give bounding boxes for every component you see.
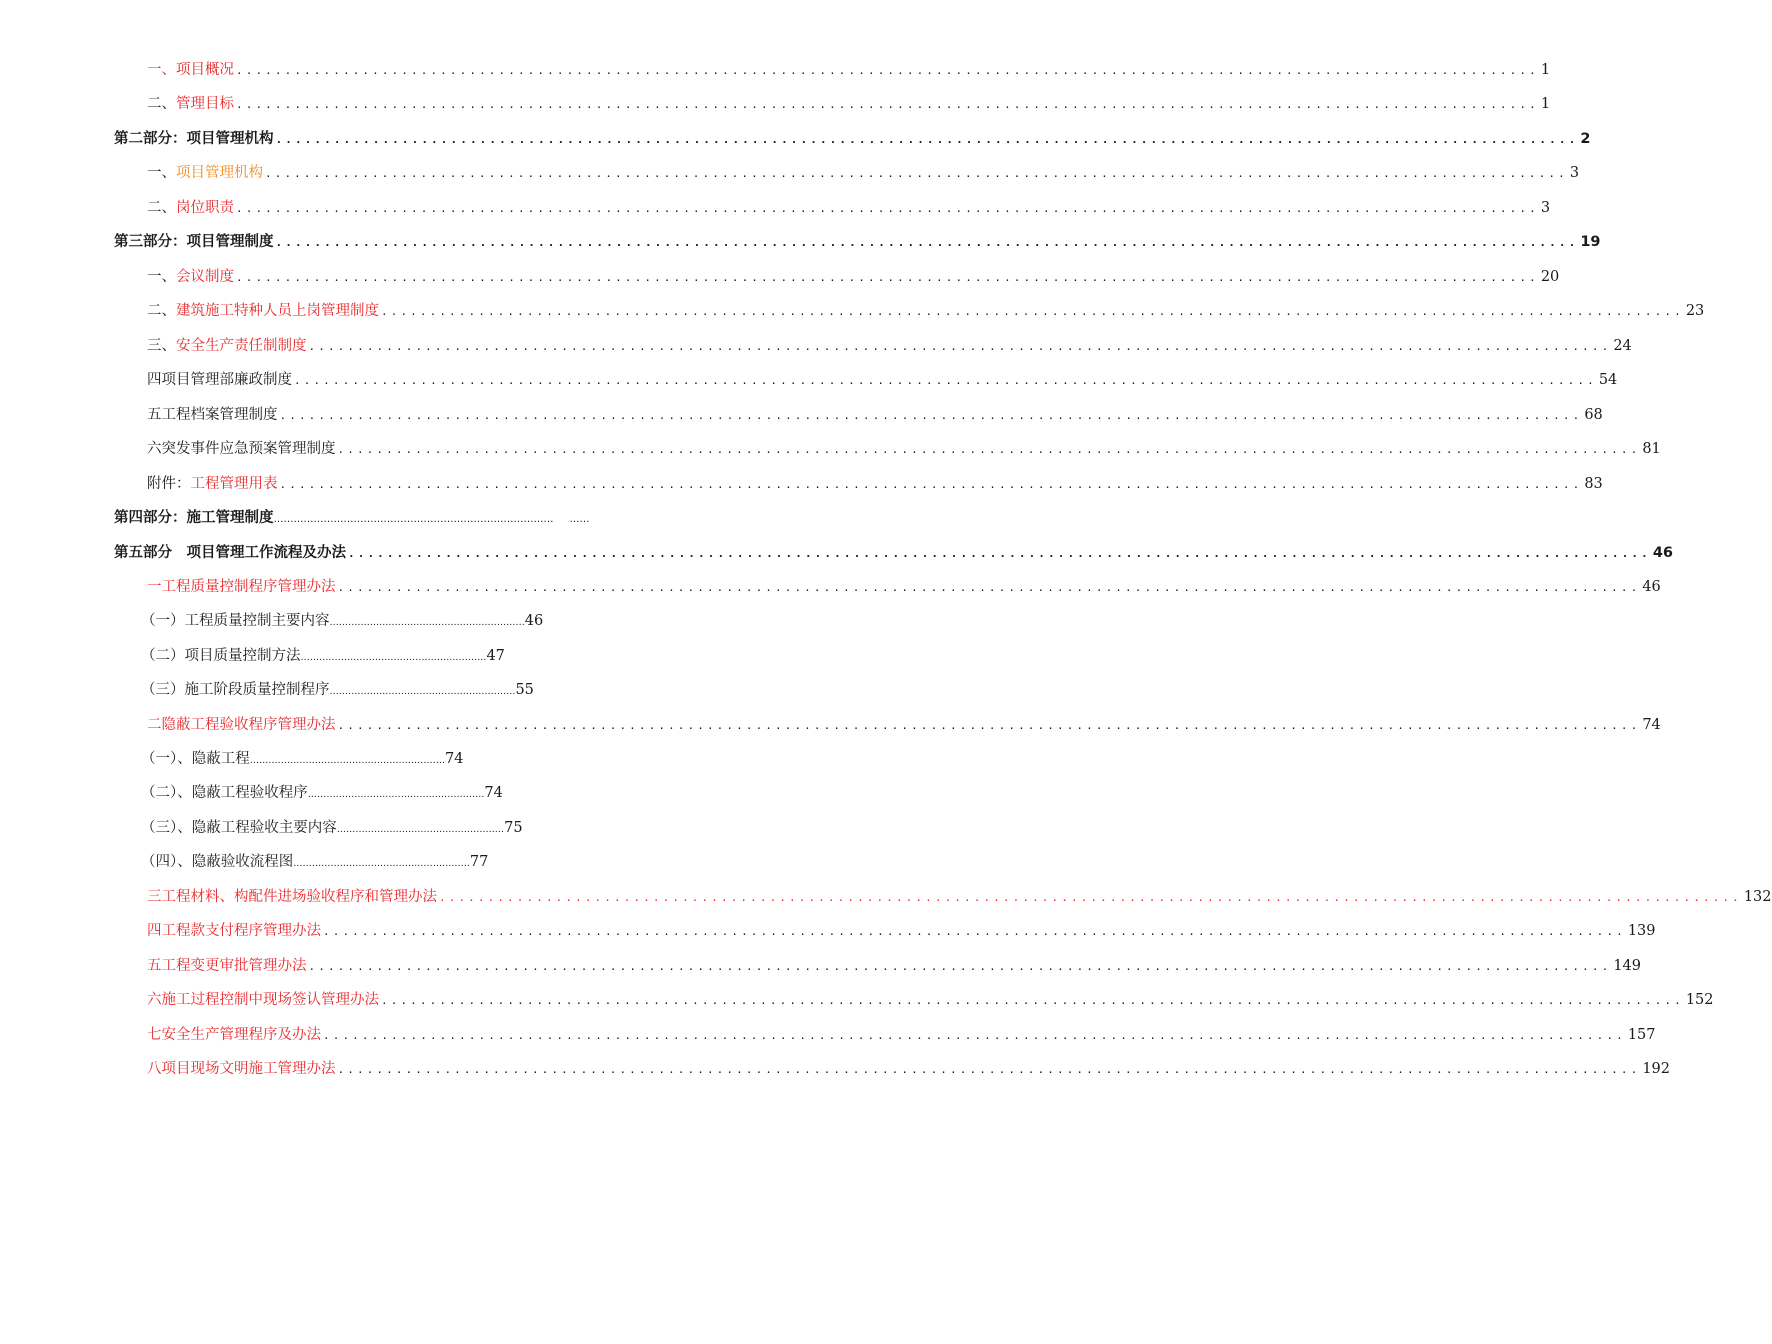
toc-entry-page: 157 [1627, 1027, 1656, 1043]
toc-section-heading[interactable] [114, 127, 1591, 151]
dot-leader: ...................................................................................................................................... [236, 271, 1539, 284]
toc-entry-title: 建筑施工特种人员上岗管理制度 [176, 303, 379, 319]
dot-leader: ...................................................................................................................................... [275, 236, 1579, 249]
toc-entry[interactable] [147, 161, 1580, 185]
toc-entry-title: 第二部分：项目管理机构 [114, 131, 274, 147]
toc-entry-page: 46 [1652, 545, 1674, 561]
dot-leader: ...................................................................................................................................... [236, 64, 1539, 77]
toc-entry-title: 六突发事件应急预案管理制度 [147, 441, 336, 457]
toc-subentry[interactable] [141, 678, 534, 702]
toc-entry-title: （二）项目质量控制方法 [141, 648, 301, 664]
dot-leader: ...................................................................................................................................... [337, 1063, 1641, 1076]
toc-subentry[interactable] [141, 781, 503, 805]
dot-leader: ...................................................................................................................................... [337, 719, 1641, 732]
dot-leader-tail: …… [569, 514, 590, 525]
toc-entry-page: 192 [1642, 1061, 1671, 1077]
toc-entry[interactable] [147, 954, 1642, 978]
dot-leader: ...................................................................................................................................... [265, 167, 1568, 180]
toc-entry[interactable] [147, 1057, 1671, 1081]
toc-section-heading[interactable] [114, 230, 1601, 254]
toc-entry-title: 八项目现场文明施工管理办法 [147, 1061, 336, 1077]
toc-entry-page: 46 [524, 613, 544, 629]
toc-entry-page: 149 [1613, 958, 1642, 974]
dot-leader: ...................................................................................................................................... [236, 202, 1539, 215]
toc-entry[interactable] [147, 575, 1661, 599]
dot-leader: …………………………………………………… [329, 686, 516, 697]
toc-entry-title: 三工程材料、构配件进场验收程序和管理办法 [147, 889, 437, 905]
toc-entry-title: 五工程档案管理制度 [147, 407, 278, 423]
toc-entry-page: 152 [1685, 992, 1714, 1008]
dot-leader: ………………………………………………… [293, 858, 470, 869]
toc-entry-prefix: 附件： [147, 476, 191, 492]
dot-leader: ...................................................................................................................................... [337, 443, 1641, 456]
toc-entry-title: （三）、隐蔽工程验收主要内容 [141, 820, 337, 836]
toc-entry-title: 四工程款支付程序管理办法 [147, 923, 321, 939]
toc-entry-page: 55 [515, 682, 534, 698]
toc-entry-title: 五工程变更审批管理办法 [147, 958, 307, 974]
toc-subentry[interactable] [141, 816, 523, 840]
dot-leader: ...................................................................................................................................... [381, 994, 1684, 1007]
toc-entry[interactable] [147, 472, 1603, 496]
toc-subentry[interactable] [141, 850, 488, 874]
toc-entry-page: 83 [1584, 476, 1603, 492]
dot-leader: ………………………………………………… [307, 789, 485, 800]
toc-entry-page: 23 [1685, 303, 1705, 319]
toc-entry-title: 四项目管理部廉政制度 [147, 372, 292, 388]
toc-entry[interactable] [147, 919, 1656, 943]
toc-entry-page: 74 [484, 785, 503, 801]
toc-entry-page: 20 [1540, 269, 1560, 285]
toc-entry-page: 139 [1627, 923, 1656, 939]
toc-entry[interactable] [147, 885, 1772, 909]
toc-entry-page: 24 [1613, 338, 1632, 354]
dot-leader: ...................................................................................................................................... [381, 305, 1684, 318]
toc-entry-title: 一工程质量控制程序管理办法 [147, 579, 336, 595]
toc-entry-title: 工程管理用表 [190, 476, 278, 492]
toc-entry-title: （三）施工阶段质量控制程序 [141, 682, 330, 698]
toc-entry[interactable] [147, 403, 1603, 427]
toc-entry-page: 1 [1540, 62, 1551, 78]
toc-entry-page: 46 [1642, 579, 1661, 595]
toc-entry-title: 安全生产责任制制度 [176, 338, 307, 354]
dot-leader: ...................................................................................................................................... [308, 340, 1612, 353]
dot-leader: …………………………………………………… [300, 652, 487, 663]
toc-entry-title: 第四部分：施工管理制度 [114, 510, 274, 526]
dot-leader: ...................................................................................................................................... [323, 1029, 1626, 1042]
toc-entry-title: 项目概况 [176, 62, 234, 78]
toc-entry[interactable] [147, 58, 1551, 82]
toc-entry-page: 19 [1580, 234, 1601, 250]
dot-leader: ………………………………………………………………………… [273, 514, 554, 525]
toc-entry-prefix: 三、 [147, 338, 176, 354]
dot-leader: ...................................................................................................................................... [439, 891, 1742, 904]
dot-leader: ...................................................................................................................................... [279, 478, 1583, 491]
dot-leader: ...................................................................................................................................... [275, 133, 1579, 146]
toc-entry-page: 47 [486, 648, 505, 664]
toc-section-heading[interactable] [114, 506, 854, 530]
toc-subentry[interactable] [141, 644, 505, 668]
toc-entry-title: 第五部分 项目管理工作流程及办法 [114, 545, 346, 561]
toc-entry-title: 二隐蔽工程验收程序管理办法 [147, 717, 336, 733]
toc-entry-prefix: 二、 [147, 303, 176, 319]
toc-entry-title: （四）、隐蔽验收流程图 [141, 854, 294, 870]
toc-entry-page: 81 [1642, 441, 1661, 457]
toc-entry-page: 54 [1598, 372, 1618, 388]
toc-entry[interactable] [147, 1023, 1656, 1047]
toc-entry[interactable] [147, 265, 1560, 289]
toc-entry-title: 管理目标 [176, 96, 234, 112]
toc-entry[interactable] [147, 988, 1714, 1012]
toc-subentry[interactable] [141, 609, 543, 633]
toc-entry-title: 项目管理机构 [176, 165, 263, 181]
dot-leader: ……………………………………………… [336, 824, 505, 835]
toc-entry-title: 岗位职责 [176, 200, 234, 216]
toc-entry[interactable] [147, 713, 1661, 737]
dot-leader: ...................................................................................................................................... [337, 581, 1641, 594]
toc-entry[interactable] [147, 437, 1661, 461]
toc-entry-prefix: 二、 [147, 200, 176, 216]
dot-leader: ...................................................................................................................................... [294, 374, 1597, 387]
toc-entry-title: 七安全生产管理程序及办法 [147, 1027, 321, 1043]
toc-entry-title: （一）工程质量控制主要内容 [141, 613, 330, 629]
toc-entry-page: 1 [1540, 96, 1551, 112]
toc-entry[interactable] [147, 299, 1705, 323]
toc-entry[interactable] [147, 368, 1618, 392]
toc-entry-prefix: 二、 [147, 96, 176, 112]
dot-leader: ...................................................................................................................................... [348, 547, 1651, 560]
toc-entry[interactable] [147, 196, 1551, 220]
toc-entry-prefix: 一、 [147, 165, 176, 181]
toc-entry-page: 2 [1580, 131, 1591, 147]
toc-entry-title: 第三部分：项目管理制度 [114, 234, 274, 250]
toc-entry-prefix: 一、 [147, 62, 176, 78]
toc-entry-title: （二）、隐蔽工程验收程序 [141, 785, 308, 801]
toc-entry-title: 六施工过程控制中现场签认管理办法 [147, 992, 379, 1008]
toc-entry-title: （一）、隐蔽工程 [141, 751, 250, 767]
toc-entry[interactable] [147, 92, 1551, 116]
toc-entry-page: 74 [1642, 717, 1661, 733]
dot-leader: ……………………………………………………… [329, 617, 525, 628]
toc-entry-page: 3 [1540, 200, 1551, 216]
dot-leader: ...................................................................................................................................... [323, 925, 1626, 938]
dot-leader: ...................................................................................................................................... [236, 98, 1539, 111]
toc-entry-page: 77 [469, 854, 489, 870]
toc-entry-page: 74 [444, 751, 464, 767]
toc-subentry[interactable] [141, 747, 463, 771]
toc-entry-prefix: 一、 [147, 269, 176, 285]
toc-section-heading[interactable] [114, 541, 1674, 565]
dot-leader: ……………………………………………………… [249, 755, 445, 766]
toc-entry[interactable] [147, 334, 1632, 358]
toc-entry-page: 132 [1743, 889, 1772, 905]
toc-entry-page: 3 [1569, 165, 1580, 181]
toc-entry-page: 75 [504, 820, 523, 836]
dot-leader: ...................................................................................................................................... [308, 960, 1612, 973]
toc-entry-page: 68 [1584, 407, 1603, 423]
toc-entry-title: 会议制度 [176, 269, 234, 285]
dot-leader: ...................................................................................................................................... [279, 409, 1583, 422]
